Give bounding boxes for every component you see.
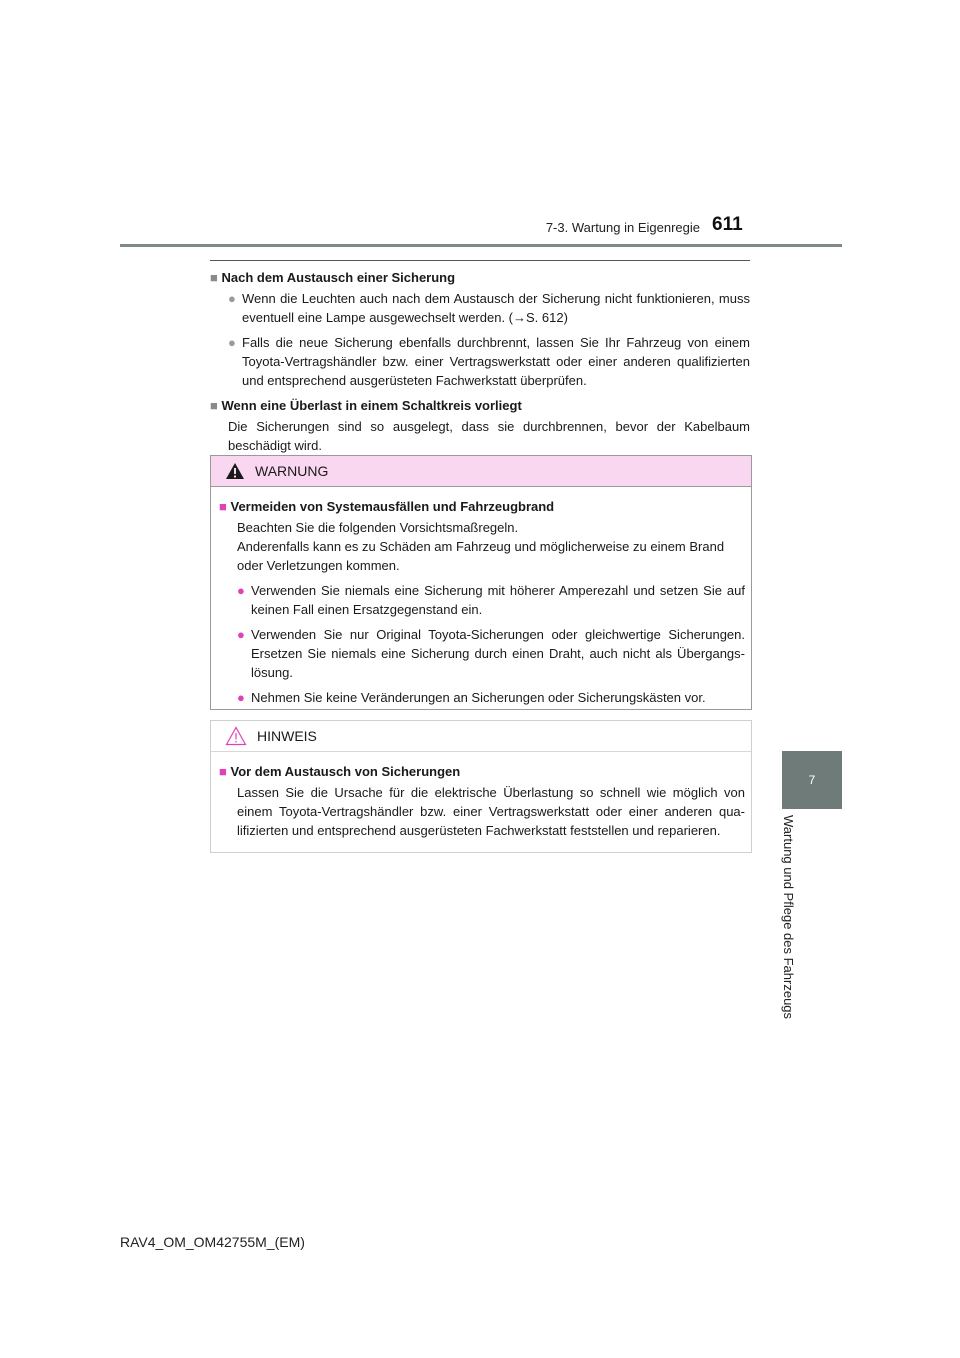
main-content [210, 268, 750, 461]
warning-bullet: ● Verwenden Sie niemals eine Sicherung mit höherer Amperezahl und setzen Sie auf keinen Fall einen Ersatzgegenstand ein. [237, 583, 745, 617]
warning-header [211, 456, 751, 487]
warning-heading: ■ Vermeiden von Systemausfällen und Fahrzeugbrand [219, 499, 555, 514]
circle-bullet-icon: ● [237, 690, 245, 705]
bullet-item: ● Wenn die Leuchten auch nach dem Austausch der Sicherung nicht funktionieren, muss eventuell eine Lampe ausgewechselt werden. (→S. 612) [228, 291, 750, 325]
section-label: 7-3. Wartung in Eigenregie [545, 220, 700, 235]
page-number: 611 [712, 214, 743, 235]
square-bullet-icon: ■ [219, 499, 227, 514]
warning-text: Beachten Sie die folgenden Vorsichtsmaßregeln. [237, 520, 519, 535]
section-heading: ■ Nach dem Austausch einer Sicherung [210, 270, 456, 285]
warning-box [210, 455, 752, 710]
square-bullet-icon: ■ [210, 270, 218, 285]
notice-header [211, 721, 751, 752]
warning-bullet: ● Nehmen Sie keine Veränderungen an Sicherungen oder Sicherungskästen vor. [237, 690, 706, 705]
section-heading: ■ Wenn eine Überlast in einem Schaltkreis vorliegt [210, 398, 522, 413]
circle-bullet-icon: ● [237, 627, 245, 642]
document-code: RAV4_OM_OM42755M_(EM) [120, 1234, 305, 1250]
notice-box [210, 720, 752, 853]
notice-title: HINWEIS [257, 728, 317, 744]
content-rule [210, 260, 750, 261]
warning-title: WARNUNG [255, 463, 329, 479]
notice-triangle-icon [225, 726, 247, 746]
circle-bullet-icon: ● [237, 583, 245, 598]
circle-bullet-icon: ● [228, 335, 236, 350]
paragraph: Die Sicherungen sind so ausgelegt, dass sie durchbrennen, bevor der Kabelbaum beschädigt wird. [228, 419, 750, 453]
header-rule [120, 244, 842, 247]
notice-text: Lassen Sie die Ursache für die elektrische Überlastung so schnell wie möglich von einem Toyota-Vertragshändler bzw. einer Vertragswerkstatt oder einer anderen qualifizierten und entsprechend ausgerüsteten Fachwerkstatt feststellen und reparieren. [237, 785, 745, 838]
chapter-title: Wartung und Pflege des Fahrzeugs [781, 815, 796, 1020]
square-bullet-icon: ■ [210, 398, 218, 413]
notice-body [211, 752, 751, 840]
circle-bullet-icon: ● [228, 291, 236, 306]
notice-heading: ■ Vor dem Austausch von Sicherungen [219, 764, 461, 779]
chapter-tab[interactable]: 7 [782, 751, 842, 809]
warning-text: Anderenfalls kann es zu Schäden am Fahrzeug und möglicherweise zu einem Brand oder Verletzungen kommen. [237, 539, 725, 573]
warning-bullet: ● Verwenden Sie nur Original Toyota-Sicherungen oder gleichwertige Sicherungen. Ersetzen Sie niemals eine Sicherung durch einen Draht, auch nicht als Übergangslösung. [237, 627, 745, 680]
warning-body [211, 487, 751, 707]
warning-triangle-icon [225, 462, 245, 480]
bullet-item: ● Falls die neue Sicherung ebenfalls durchbrennt, lassen Sie Ihr Fahrzeug von einem Toyota-Vertragshändler bzw. einer Vertragswerkstatt oder einer anderen qualifizierten und entsprechend ausgerüsteten Fachwerkstatt überprüfen. [228, 335, 750, 388]
square-bullet-icon: ■ [219, 764, 227, 779]
